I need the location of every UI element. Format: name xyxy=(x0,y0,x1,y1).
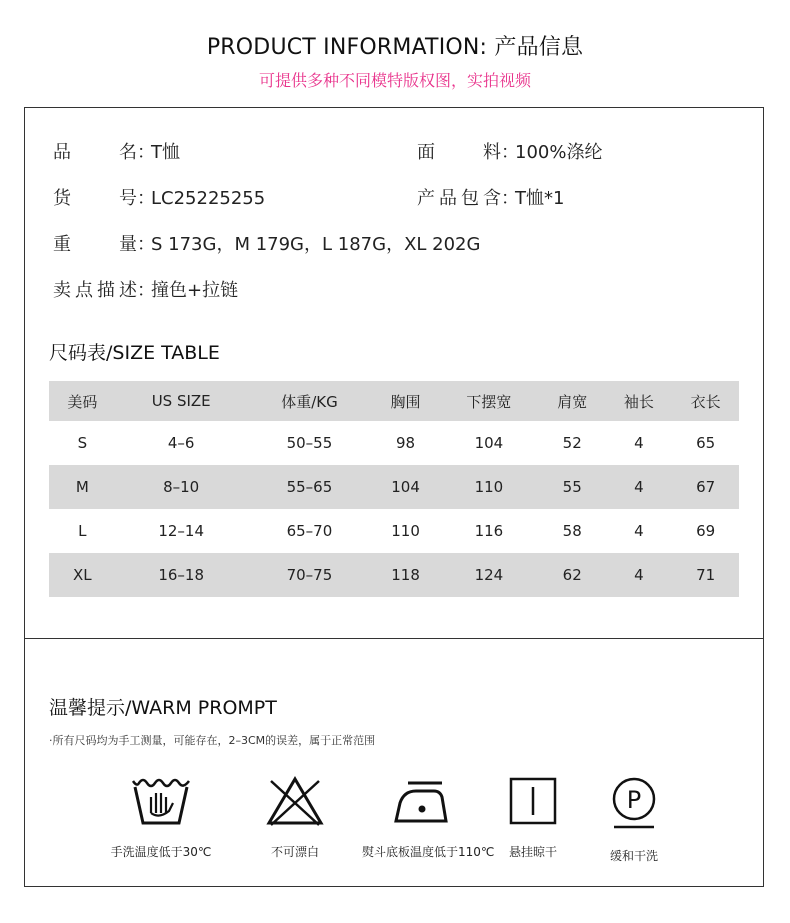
info-sku-row: 货号：LC25225255 xyxy=(53,184,265,210)
table-cell: 50–55 xyxy=(286,434,333,452)
table-cell: 52 xyxy=(562,434,582,452)
table-cell: 62 xyxy=(539,553,606,597)
info-fabric-value: 100%涤纶 xyxy=(515,142,603,163)
table-cell: 4–6 xyxy=(167,434,195,452)
table-cell: 4 xyxy=(634,434,644,452)
table-cell: 124 xyxy=(439,553,539,597)
table-cell: 104 xyxy=(372,465,439,509)
size-table-title: 尺码表/SIZE TABLE xyxy=(49,342,220,364)
table-cell: 118 xyxy=(372,553,439,597)
table-header-cell: US SIZE xyxy=(116,381,247,421)
table-cell: 55 xyxy=(539,465,606,509)
care-item-no-bleach xyxy=(235,773,355,860)
page-title: PRODUCT INFORMATION: 产品信息 xyxy=(206,35,584,60)
svg-text:P: P xyxy=(626,786,642,814)
table-cell: 4 xyxy=(634,522,644,540)
table-cell: S xyxy=(77,434,88,452)
care-label: 缓和干洗 xyxy=(609,849,658,863)
care-label: 悬挂晾干 xyxy=(508,845,557,859)
info-name-row: 品名：T恤 xyxy=(53,138,180,164)
table-cell: 70–75 xyxy=(247,553,373,597)
table-cell: 110 xyxy=(439,465,539,509)
care-item-gentle-dry-clean xyxy=(574,773,694,864)
info-name-value: T恤 xyxy=(151,142,180,163)
info-weight-label: 重量 xyxy=(53,234,137,255)
table-header-cell: 衣长 xyxy=(672,381,739,421)
table-cell: M xyxy=(49,465,116,509)
table-header-cell: 袖长 xyxy=(606,381,673,421)
table-cell: 98 xyxy=(396,434,416,452)
measurement-note: ·所有尺码均为手工测量，可能存在，2–3CM的误差，属于正常范围 xyxy=(49,734,376,747)
table-row xyxy=(49,421,739,465)
info-selling-value: 撞色+拉链 xyxy=(151,280,239,301)
table-cell: XL xyxy=(49,553,116,597)
info-contents-row: 产品包含：T恤*1 xyxy=(417,184,564,210)
info-fabric-label: 面料 xyxy=(417,142,501,163)
care-label: 不可漂白 xyxy=(270,845,319,859)
hand-wash-icon xyxy=(129,773,193,829)
section-divider xyxy=(25,638,763,639)
table-cell: 110 xyxy=(391,522,420,540)
table-row xyxy=(49,553,739,597)
table-cell: 104 xyxy=(474,434,504,452)
table-cell: 116 xyxy=(474,522,504,540)
table-cell: 12–14 xyxy=(158,522,205,540)
table-row xyxy=(49,465,739,509)
table-cell: 65–70 xyxy=(286,522,333,540)
care-item-hand-wash xyxy=(101,773,221,860)
table-header-cell: 下摆宽 xyxy=(439,381,539,421)
page-subtitle: 可提供多种不同模特版权图，实拍视频 xyxy=(258,71,531,90)
info-weight-row: 重量：S 173G，M 179G，L 187G，XL 202G xyxy=(53,230,480,256)
info-sku-value: LC25225255 xyxy=(151,188,266,209)
info-sku-label: 货号 xyxy=(53,188,137,209)
table-header-cell: 肩宽 xyxy=(539,381,606,421)
table-header-row xyxy=(49,381,739,421)
info-fabric-row: 面料：100%涤纶 xyxy=(417,138,602,164)
hang-dry-icon xyxy=(501,773,565,829)
warm-prompt-title: 温馨提示/WARM PROMPT xyxy=(49,697,277,719)
table-cell: 71 xyxy=(672,553,739,597)
care-label: 熨斗底板温度低于110℃ xyxy=(362,845,495,859)
gentle-dry-clean-icon xyxy=(602,773,666,833)
info-contents-label: 产品包含 xyxy=(417,188,501,209)
table-cell: 4 xyxy=(606,465,673,509)
table-cell: 69 xyxy=(696,522,716,540)
info-selling-label: 卖点描述 xyxy=(53,280,137,301)
table-cell: L xyxy=(78,522,87,540)
size-table xyxy=(49,381,739,597)
table-header-cell: 体重/KG xyxy=(247,381,373,421)
table-cell: 8–10 xyxy=(116,465,247,509)
info-weight-value: S 173G，M 179G，L 187G，XL 202G xyxy=(151,234,481,255)
table-header-cell: 胸围 xyxy=(372,381,439,421)
table-header-cell: 美码 xyxy=(49,381,116,421)
table-cell: 58 xyxy=(562,522,582,540)
table-cell: 4 xyxy=(606,553,673,597)
iron-low-icon xyxy=(390,773,454,829)
no-bleach-icon xyxy=(263,773,327,829)
table-cell: 65 xyxy=(696,434,716,452)
care-item-iron-low xyxy=(362,773,495,860)
info-panel xyxy=(24,107,764,887)
care-label: 手洗温度低于30℃ xyxy=(110,845,212,859)
table-row xyxy=(49,509,739,553)
info-name-label: 品名 xyxy=(53,142,137,163)
table-cell: 67 xyxy=(672,465,739,509)
table-cell: 16–18 xyxy=(116,553,247,597)
info-selling-row: 卖点描述：撞色+拉链 xyxy=(53,276,238,302)
table-cell: 55–65 xyxy=(247,465,373,509)
info-contents-value: T恤*1 xyxy=(515,188,565,209)
